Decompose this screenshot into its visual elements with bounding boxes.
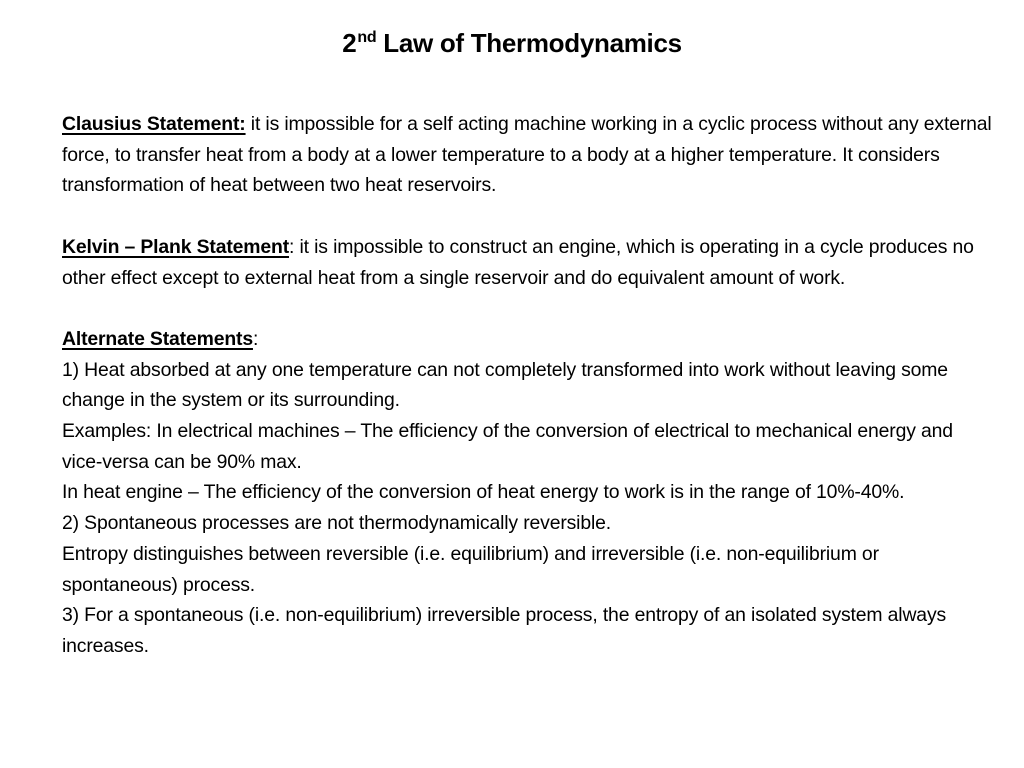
paragraph-gap bbox=[62, 201, 997, 232]
kelvin-paragraph bbox=[62, 232, 997, 293]
alternate-heading-suffix: : bbox=[252, 327, 259, 350]
clausius-heading: Clausius Statement: bbox=[62, 113, 246, 135]
title-suffix: Law of Thermodynamics bbox=[376, 28, 682, 58]
alternate-line-1: 1) Heat absorbed at any one temperature can not completely transformed into work without leaving some change in the system or its surrounding. bbox=[62, 358, 948, 412]
slide-body bbox=[62, 109, 997, 662]
kelvin-text: : it is impossible to construct an engine, which is operating in a cycle produces no other effect except to external heat from a single reservoir and do equivalent amount of work. bbox=[62, 235, 974, 289]
alternate-line-5: Entropy distinguishes between reversible (i.e. equilibrium) and irreversible (i.e. non-equilibrium or spontaneous) process. bbox=[62, 542, 879, 596]
title-prefix: 2 bbox=[342, 28, 357, 58]
alternate-heading: Alternate Statements bbox=[62, 327, 253, 350]
title-superscript: nd bbox=[357, 29, 377, 46]
alternate-line-3: In heat engine – The efficiency of the conversion of heat energy to work is in the range of 10%-40%. bbox=[62, 481, 905, 504]
alternate-heading-line bbox=[62, 324, 997, 355]
kelvin-heading: Kelvin – Plank Statement bbox=[62, 235, 290, 258]
slide-title bbox=[0, 26, 1024, 60]
paragraph-gap bbox=[62, 293, 997, 324]
alternate-line-6: 3) For a spontaneous (i.e. non-equilibrium) irreversible process, the entropy of an isolated system always increases. bbox=[62, 604, 947, 657]
clausius-paragraph bbox=[62, 109, 997, 201]
alternate-line-4: 2) Spontaneous processes are not thermodynamically reversible. bbox=[62, 512, 612, 535]
clausius-text: it is impossible for a self acting machine working in a cyclic process without any external force, to transfer heat from a body at a lower temperature to a body at a higher temperature. It considers transformation of heat between two heat reservoirs. bbox=[62, 113, 992, 197]
alternate-line-2: Examples: In electrical machines – The efficiency of the conversion of electrical to mechanical energy and vice-versa can be 90% max. bbox=[62, 420, 953, 473]
